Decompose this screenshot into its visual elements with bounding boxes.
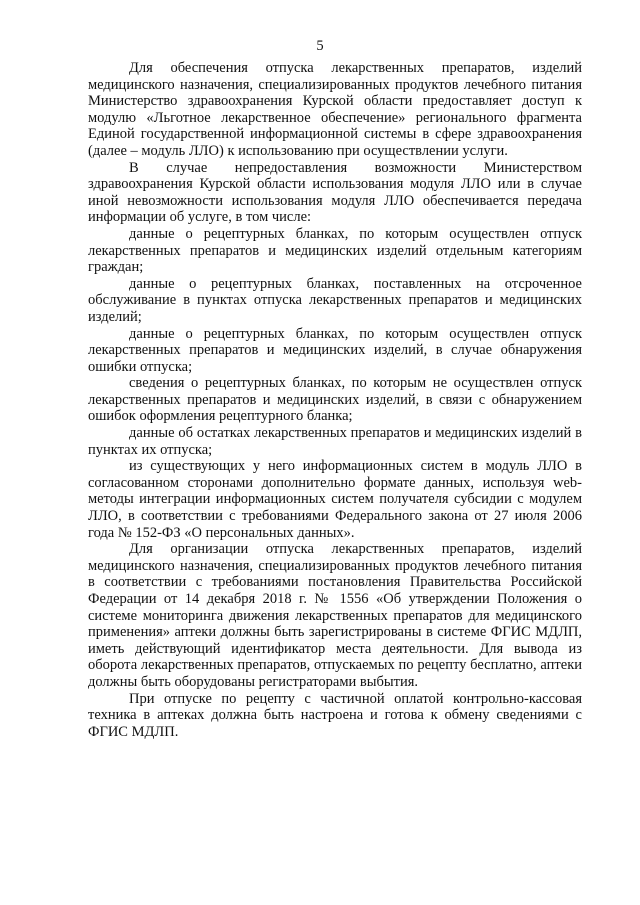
paragraph-access-module: Для обеспечения отпуска лекарственных препаратов, изделий медицинского назначения, специализированных продуктов лечебного питания Министерство здравоохранения Курской области предоставляет доступ к модулю «Льготное лекарственное обеспечение» регионального фрагмента Единой государственной информационной системы в сфере здравоохранения (далее – модуль ЛЛО) к использованию при осуществлении услуги. xyxy=(88,60,582,159)
list-item-dispensed-prescriptions: данные о рецептурных бланках, по которым осуществлен отпуск лекарственных препаратов и медицинских изделий отдельным категориям граждан; xyxy=(88,225,582,276)
list-item-integration: из существующих у него информационных систем в модуль ЛЛО в согласованном сторонами дополнительно формате данных, используя web-методы интеграции информационных систем получателя субсидии с модулем ЛЛО, в соответствии с требованиями Федерального закона от 27 июля 2006 года № 152-ФЗ «О персональных данных». xyxy=(88,458,582,541)
list-item-dispensing-errors: данные о рецептурных бланках, по которым осуществлен отпуск лекарственных препаратов и медицинских изделий, в случае обнаружения ошибки отпуска; xyxy=(88,325,582,375)
paragraph-cash-register: При отпуске по рецепту с частичной оплатой контрольно-кассовая техника в аптеках должна быть настроена и готова к обмену сведениями с ФГИС МДЛП. xyxy=(88,690,582,740)
list-item-deferred-service: данные о рецептурных бланках, поставленных на отсроченное обслуживание в пунктах отпуска лекарственных препаратов и медицинских изделий; xyxy=(88,275,582,325)
list-item-stock-balances: данные об остатках лекарственных препаратов и медицинских изделий в пунктах их отпуска; xyxy=(88,425,582,458)
page-number: 5 xyxy=(316,38,324,54)
paragraph-mdlp-registration: Для организации отпуска лекарственных препаратов, изделий медицинского назначения, специализированных продуктов лечебного питания в соответствии с требованиями постановления Правительства Российской Федерации от 14 декабря 2018 г. № 1556 «Об утверждении Положения о системе мониторинга движения лекарственных препаратов для медицинского применения» аптеки должны быть зарегистрированы в системе ФГИС МДЛП, иметь действующий идентификатор места деятельности. Для вывода из оборота лекарственных препаратов, отпускаемых по рецепту бесплатно, аптеки должны быть оборудованы регистраторами выбытия. xyxy=(88,541,582,690)
paragraph-unavailability: В случае непредоставления возможности Министерством здравоохранения Курской области использования модуля ЛЛО или в случае иной невозможности использования модуля ЛЛО обеспечивается передача информации об услуге, в том числе: xyxy=(88,159,582,226)
list-item-not-dispensed: сведения о рецептурных бланках, по которым не осуществлен отпуск лекарственных препаратов и медицинских изделий, в связи с обнаружением ошибок оформления рецептурного бланка; xyxy=(88,375,582,425)
document-body xyxy=(88,60,582,740)
